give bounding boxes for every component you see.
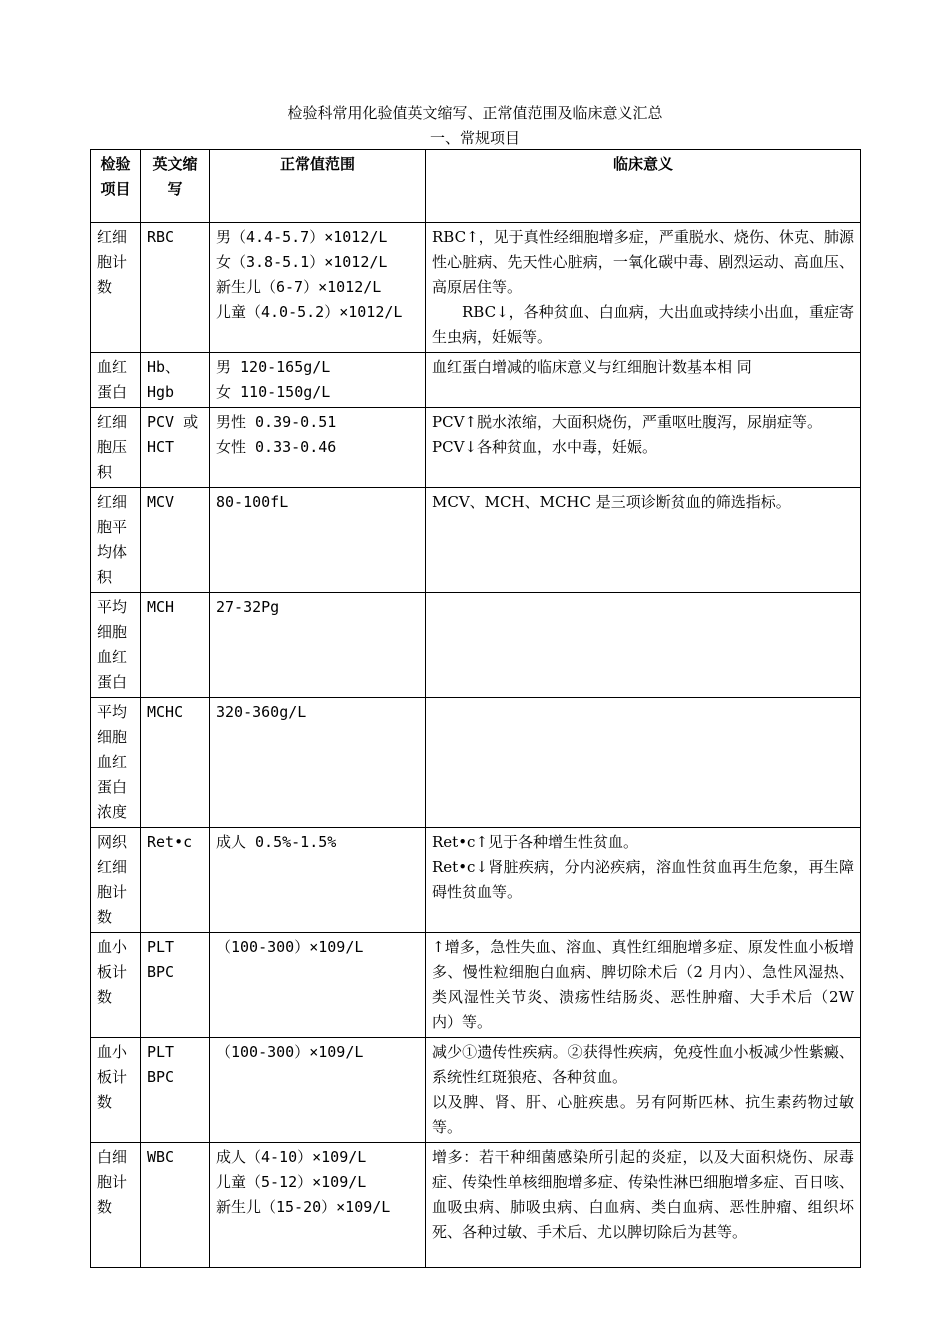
range-cell [210,1038,426,1143]
meaning-cell [426,353,861,408]
item-cell: 血小板计数 [91,933,141,1038]
meaning-cell [426,1143,861,1268]
abbr-cell: PLT BPC [141,1038,210,1143]
item-cell: 红细胞平均体积 [91,488,141,593]
table-row [91,408,861,488]
range-cell [210,488,426,593]
meaning-cell [426,698,861,828]
section-subtitle: 一、常规项目 [429,129,520,147]
range-line: 男性 0.39-0.51 [216,413,337,431]
table-row [91,1038,861,1143]
range-line: 新生儿（15-20）×109/L [216,1198,391,1216]
range-line: 儿童（5-12）×109/L [216,1173,367,1191]
meaning-line: PCV↑脱水浓缩，大面积烧伤，严重呕吐腹泻，尿崩症等。 [432,413,822,431]
range-line: 女（3.8-5.1）×1012/L [216,253,388,271]
meaning-cell [426,593,861,698]
abbr-cell: MCHC [141,698,210,828]
header-abbr: 英文缩写 [141,150,210,223]
range-cell [210,408,426,488]
table-row [91,488,861,593]
range-line: （100-300）×109/L [216,938,364,956]
item-cell: 血小板计数 [91,1038,141,1143]
header-meaning: 临床意义 [426,150,861,223]
table-row [91,1143,861,1268]
range-cell [210,593,426,698]
meaning-cell [426,408,861,488]
meaning-line: 减少①遗传性疾病。②获得性疾病，免疫性血小板减少性紫癜、系统性红斑狼疮、各种贫血。 [432,1043,854,1086]
item-cell: 平均细胞血红蛋白浓度 [91,698,141,828]
item-cell: 平均细胞血红蛋白 [91,593,141,698]
meaning-line: 以及脾、肾、肝、心脏疾患。另有阿斯匹林、抗生素药物过敏等。 [432,1093,854,1136]
range-line: 新生儿（6-7）×1012/L [216,278,382,296]
document-title: 检验科常用化验值英文缩写、正常值范围及临床意义汇总 [287,104,663,122]
range-cell [210,353,426,408]
meaning-line: PCV↓各种贫血，水中毒，妊娠。 [432,438,657,456]
table-row [91,828,861,933]
range-line: 成人 0.5%-1.5% [216,833,337,851]
item-cell: 白细胞计数 [91,1143,141,1268]
range-cell [210,698,426,828]
item-cell: 血红蛋白 [91,353,141,408]
table-row [91,698,861,828]
lab-values-table [90,149,861,1268]
meaning-cell [426,488,861,593]
meaning-line: RBC↓，各种贫血、白血病，大出血或持续小出血，重症寄生虫病，妊娠等。 [432,303,854,346]
meaning-cell [426,223,861,353]
range-cell [210,1143,426,1268]
header-item: 检验项目 [91,150,141,223]
meaning-cell [426,1038,861,1143]
range-cell [210,223,426,353]
meaning-line: RBC↑，见于真性经细胞增多症，严重脱水、烧伤、休克、肺源性心脏病、先天性心脏病，一氧化碳中毒、剧烈运动、高血压、高原居住等。 [432,228,854,296]
range-line: 男 120-165g/L [216,358,331,376]
table-row [91,353,861,408]
meaning-line: ↑增多，急性失血、溶血、真性红细胞增多症、原发性血小板增多、慢性粒细胞白血病、脾切除术后（2 月内）、急性风湿热、类风湿性关节炎、溃疡性结肠炎、恶性肿瘤、大手术后（2W 内）等。 [432,938,854,1031]
meaning-cell [426,828,861,933]
range-line: 80-100fL [216,493,289,511]
header-range: 正常值范围 [210,150,426,223]
abbr-cell: PCV 或 HCT [141,408,210,488]
range-cell [210,933,426,1038]
meaning-line: MCV、MCH、MCHC 是三项诊断贫血的筛选指标。 [432,493,791,511]
meaning-line: 血红蛋白增减的临床意义与红细胞计数基本相 同 [432,358,752,376]
abbr-cell: PLT BPC [141,933,210,1038]
item-cell: 网织红细胞计数 [91,828,141,933]
range-line: 320-360g/L [216,703,307,721]
range-line: （100-300）×109/L [216,1043,364,1061]
range-line: 女 110-150g/L [216,383,331,401]
table-header-row [91,150,861,223]
meaning-line: Ret•c↑见于各种增生性贫血。 [432,833,639,851]
meaning-line: 增多：若干种细菌感染所引起的炎症，以及大面积烧伤、尿毒症、传染性单核细胞增多症、传染性淋巴细胞增多症、百日咳、血吸虫病、肺吸虫病、白血病、类白血病、恶性肿瘤、组织坏死、各种过敏、手术后、尤以脾切除后为甚等。 [432,1148,854,1241]
range-line: 女性 0.33-0.46 [216,438,337,456]
range-line: 儿童（4.0-5.2）×1012/L [216,303,403,321]
abbr-cell: WBC [141,1143,210,1268]
meaning-line: Ret•c↓肾脏疾病，分内泌疾病，溶血性贫血再生危象，再生障碍性贫血等。 [432,858,854,901]
range-line: 男（4.4-5.7）×1012/L [216,228,388,246]
abbr-cell: MCV [141,488,210,593]
table-row [91,933,861,1038]
table-row [91,593,861,698]
item-cell: 红细胞计数 [91,223,141,353]
range-line: 成人（4-10）×109/L [216,1148,367,1166]
range-line: 27-32Pg [216,598,280,616]
abbr-cell: Ret•c [141,828,210,933]
item-cell: 红细胞压积 [91,408,141,488]
abbr-cell: MCH [141,593,210,698]
abbr-cell: Hb、Hgb [141,353,210,408]
abbr-cell: RBC [141,223,210,353]
table-row [91,223,861,353]
meaning-cell [426,933,861,1038]
range-cell [210,828,426,933]
